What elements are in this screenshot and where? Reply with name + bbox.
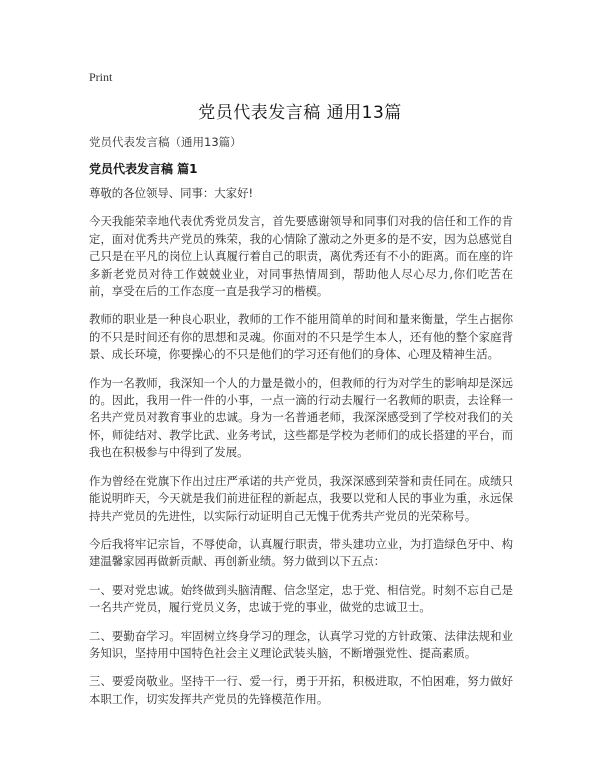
paragraph: 教师的职业是一种良心职业，教师的工作不能用简单的时间和量来衡量，学生占据你的不只是时间还有你的思想和灵魂。你面对的不只是学生本人，还有他的整个家庭背景、成长环境，你要操心的不只是他们的学习还有他们的身体、心理及精神生活。 <box>89 312 513 362</box>
paragraph: 作为一名教师，我深知一个人的力量是微小的，但教师的行为对学生的影响却是深远的。因此，我用一件一件的小事，一点一滴的行动去履行一名教师的职责，去诠释一名共产党员对教育事业的忠诚。身为一名普通老师，我深深感受到了学校对我们的关怀，师徒结对、教学比武、业务考试，这些都是学校为老师们的成长搭建的平台，而我也在积极参与中得到了发展。 <box>89 375 513 460</box>
paragraph-point-1: 一、要对党忠诚。始终做到头脑清醒、信念坚定，忠于党、相信党。时刻不忘自己是一名共产党员，履行党员义务，忠诚于党的事业，做党的忠诚卫士。 <box>89 582 513 615</box>
paragraph: 今后我将牢记宗旨，不辱使命，认真履行职责，带头建功立业，为打造绿色牙中、构建温馨家园再做新贡献、再创新业绩。努力做到以下五点： <box>89 536 513 569</box>
page-title: 党员代表发言稿 通用13篇 <box>198 103 402 123</box>
paragraph-greeting: 尊敬的各位领导、同事：大家好! <box>89 186 254 200</box>
paragraph-point-2: 二、要勤奋学习。牢固树立终身学习的理念，认真学习党的方针政策、法律法规和业务知识，坚持用中国特色社会主义理论武装头脑，不断增强党性、提高素质。 <box>89 628 513 660</box>
section-heading: 党员代表发言稿 篇1 <box>89 162 198 176</box>
paragraph: 今天我能荣幸地代表优秀党员发言，首先要感谢领导和同事们对我的信任和工作的肯定，面对优秀共产党员的殊荣，我的心情除了激动之外更多的是不安，因为总感觉自己只是在平凡的岗位上认真履行着自己的职责，离优秀还有不小的距离。而在座的许多新老党员对待工作兢兢业业，对同事热情周到，帮助他人尽心尽力,你们吃苦在前，享受在后的工作态度一直是我学习的楷模。 <box>89 214 513 299</box>
paragraph-point-3: 三、要爱岗敬业。坚持干一行、爱一行，勇于开拓，积极进取，不怕困难，努力做好本职工作，切实发挥共产党员的先锋模范作用。 <box>89 674 513 706</box>
body-text <box>89 185 513 719</box>
paragraph: 作为曾经在党旗下作出过庄严承诺的共产党员，我深深感到荣誉和责任同在。成绩只能说明昨天，今天就是我们前进征程的新起点，我要以党和人民的事业为重，永远保持共产党员的先进性，以实际行动证明自己无愧于优秀共产党员的光荣称号。 <box>89 473 513 523</box>
document-subtitle: 党员代表发言稿（通用13篇） <box>89 135 242 149</box>
print-link[interactable]: Print <box>89 70 113 84</box>
